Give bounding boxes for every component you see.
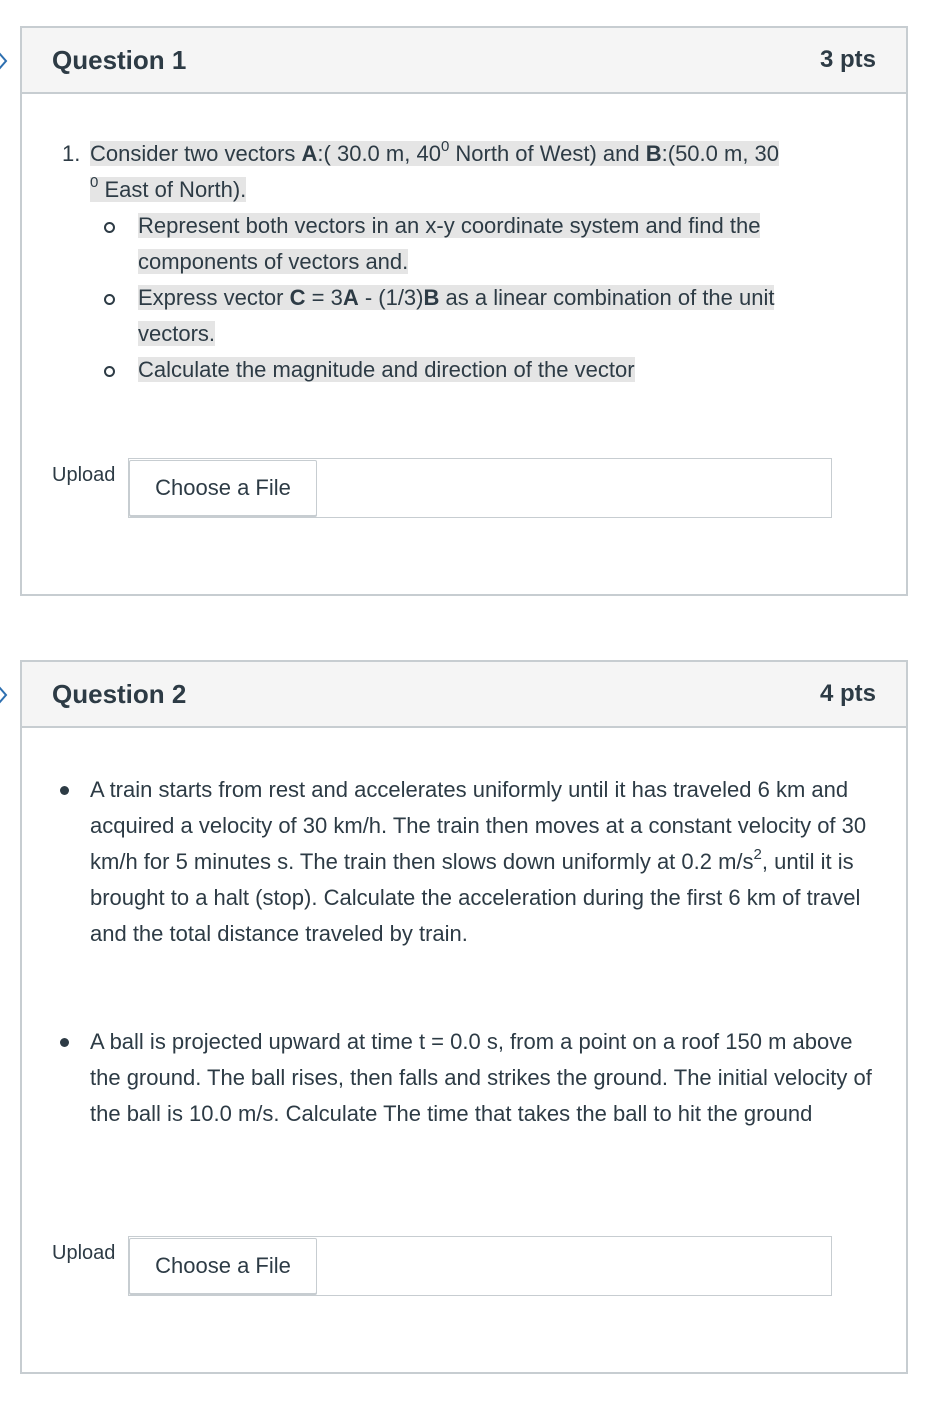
question-2-title: Question 2 — [52, 678, 187, 709]
question-2-points: 4 pts — [819, 680, 876, 707]
bullet-icon — [60, 1038, 69, 1047]
question-1-points: 3 pts — [819, 46, 876, 73]
sub-item-express: Express vector C = 3A - (1/3)B as a linear combination of the unit vectors. — [100, 280, 828, 352]
choose-file-button[interactable]: Choose a File — [129, 1238, 317, 1294]
circle-bullet-icon — [104, 366, 115, 377]
bullet-train: A train starts from rest and accelerates uniformly until it has traveled 6 km and acquired a velocity of 30 km/h. The train then moves at a constant velocity of 30 km/h for 5 minutes s. The train then slows down uniformly at 0.2 $m/s^2$, until it is brought to a halt (stop). Calculate the acceleration during the first 6 km of travel and the total distance traveled by train. — [60, 772, 880, 952]
question-1-upload-row — [52, 458, 832, 518]
question-2-header — [22, 662, 906, 728]
question-2-card — [20, 660, 908, 1374]
bullet-ball: A ball is projected upward at time t = 0.0 s, from a point on a roof 150 m above the ground. The ball rises, then falls and strikes the ground. The initial velocity of the ball is 10.0 m/s. Calculate The time that takes the ball to hit the ground — [60, 1024, 880, 1132]
bullet-icon — [60, 786, 69, 795]
question-2-upload-row — [52, 1236, 832, 1296]
upload-label: Upload — [52, 1242, 116, 1264]
question-2-list-1 — [60, 772, 880, 952]
item-number: 1. — [62, 141, 81, 166]
choose-file-button[interactable]: Choose a File — [129, 460, 317, 516]
question-1-header — [22, 28, 906, 94]
upload-label: Upload — [52, 464, 116, 486]
question-1-item — [62, 136, 862, 388]
sub-item-represent: Represent both vectors in an x-y coordinate system and find the components of vectors and. — [100, 208, 828, 280]
sub-item-calculate: Calculate the magnitude and direction of the vector — [100, 352, 828, 388]
chevron-right-icon — [0, 686, 8, 704]
question-1-card — [20, 26, 908, 596]
circle-bullet-icon — [104, 222, 115, 233]
question-1-sublist — [90, 208, 862, 388]
question-2-list-2 — [60, 1024, 880, 1132]
question-2-file-input[interactable] — [128, 1236, 832, 1296]
chevron-right-icon — [0, 52, 8, 70]
question-1-file-input[interactable] — [128, 458, 832, 518]
question-1-list — [62, 136, 862, 388]
question-1-title: Question 1 — [52, 44, 187, 75]
question-1-intro: Consider two vectors A:( 30.0 m, $40^0$ North of West) and B:(50.0 m, 30 $^0$ East of North). — [90, 137, 780, 202]
circle-bullet-icon — [104, 294, 115, 305]
